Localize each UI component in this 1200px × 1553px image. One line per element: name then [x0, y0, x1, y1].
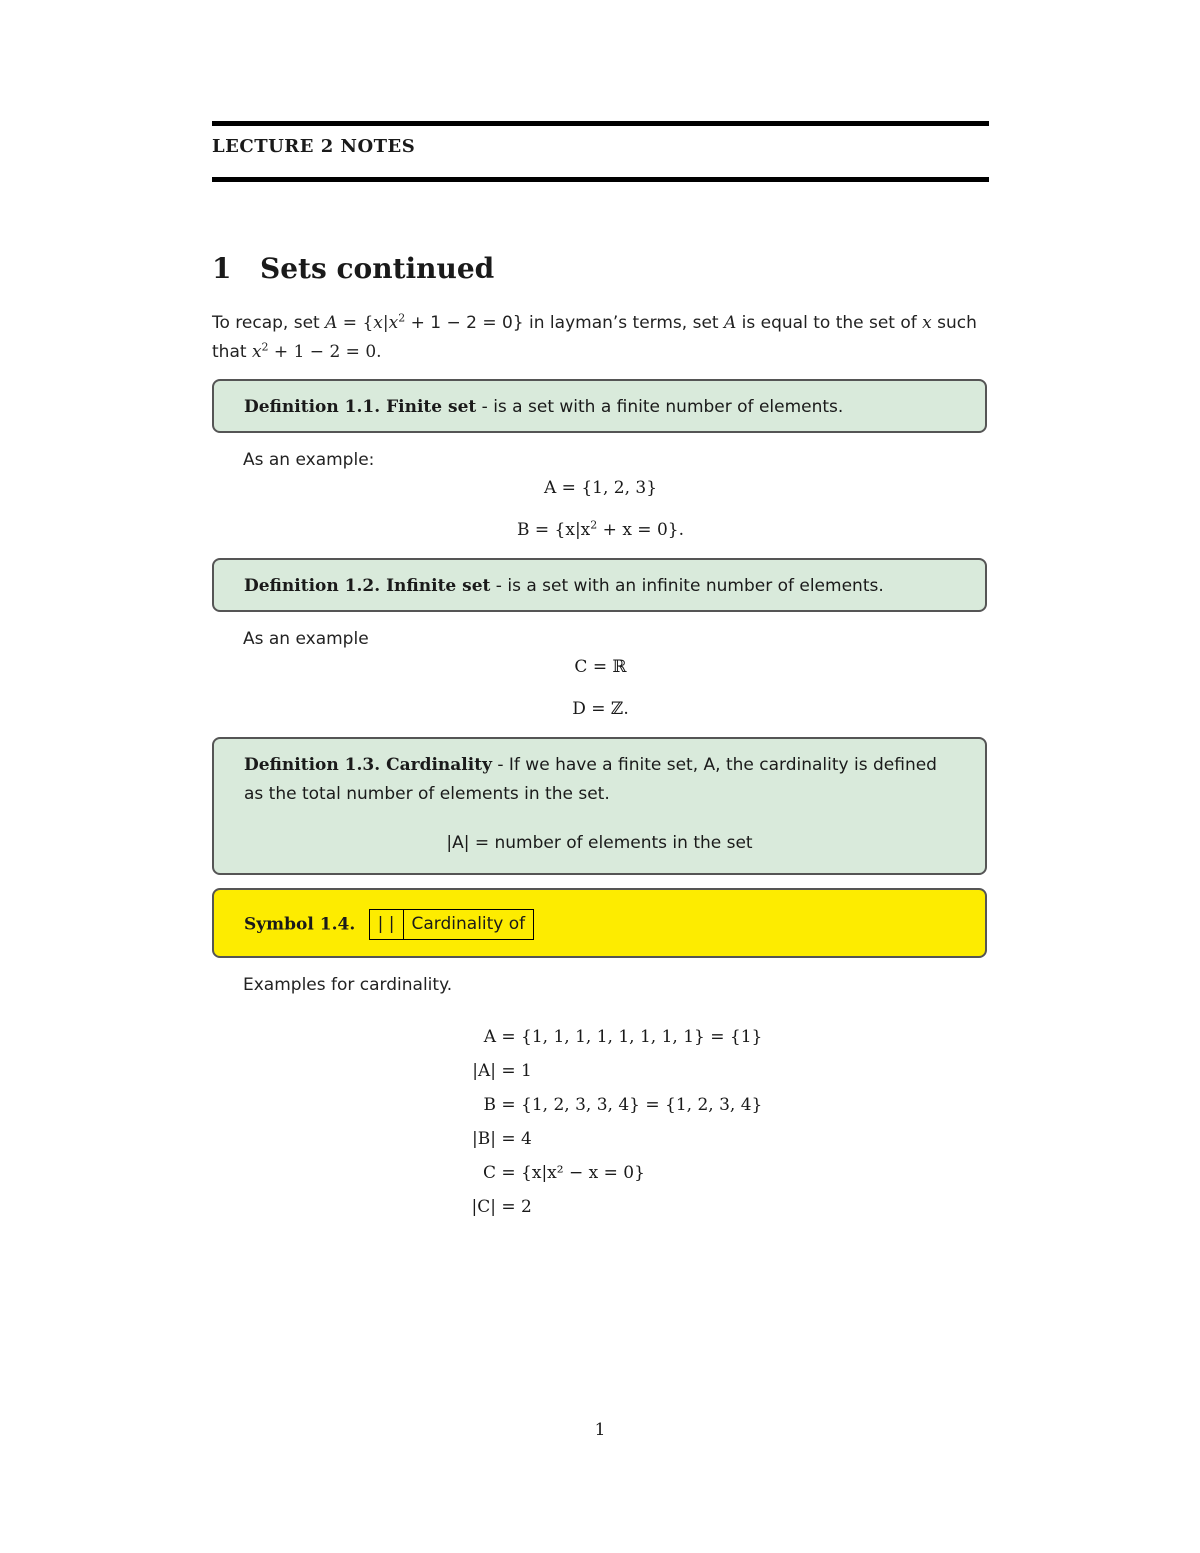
recap-math: A	[723, 313, 737, 333]
page-number: 1	[594, 1420, 606, 1440]
recap-math: x	[373, 313, 383, 333]
example-row	[430, 1197, 532, 1217]
recap-math: |	[382, 313, 389, 333]
example-intro: As an example	[243, 629, 369, 649]
example-intro: As an example:	[243, 450, 375, 470]
row-rhs: = 1	[501, 1061, 532, 1081]
recap-text: such	[931, 313, 977, 333]
row-lhs: |C|	[471, 1197, 496, 1217]
definition-text: - is a set with an infinite number of elements.	[490, 576, 884, 596]
row-rhs: = 2	[501, 1197, 532, 1217]
header-title: LECTURE 2 NOTES	[212, 136, 416, 157]
symbol-glyph: | |	[369, 910, 403, 940]
row-lhs: C	[482, 1163, 496, 1183]
symbol-box	[212, 888, 987, 958]
example-row	[430, 1129, 532, 1149]
example-row	[430, 1163, 645, 1183]
definition-box-cardinality	[212, 737, 987, 875]
recap-text: is equal to the set of	[736, 313, 923, 333]
recap-math: x	[922, 313, 932, 333]
recap-paragraph	[212, 309, 989, 367]
definition-label: Definition 1.2. Infinite set	[244, 576, 491, 596]
row-lhs: B	[483, 1095, 496, 1115]
example-row	[430, 1027, 762, 1047]
symbol-label: Symbol 1.4.	[244, 914, 356, 935]
example-row	[430, 1095, 762, 1115]
row-rhs: = {1, 2, 3, 3, 4} = {1, 2, 3, 4}	[501, 1095, 763, 1115]
row-rhs: = {x|x² − x = 0}	[501, 1163, 645, 1183]
row-lhs: |B|	[472, 1129, 496, 1149]
header-top-rule	[212, 121, 989, 126]
header-bottom-rule	[212, 177, 989, 182]
recap-math: x	[388, 313, 399, 333]
recap-math: + 1 − 2 = 0.	[268, 342, 382, 362]
section-number: 1	[212, 252, 232, 285]
recap-text: + 1 − 2 = 0} in layman’s terms, set	[405, 313, 724, 333]
equation: D = ℤ.	[572, 699, 629, 719]
row-rhs: = 4	[501, 1129, 532, 1149]
definition-box-infinite-set	[212, 558, 987, 612]
cardinality-formula: |A| = number of elements in the set	[446, 833, 753, 853]
symbol-table	[369, 909, 535, 940]
definition-label: Definition 1.3. Cardinality	[244, 755, 492, 775]
definition-text: - If we have a finite set, A, the cardinality is defined as the total number of elements in the set.	[244, 755, 937, 804]
equation	[212, 520, 989, 540]
equation-part: + x = 0}.	[597, 520, 684, 540]
row-rhs: = {1, 1, 1, 1, 1, 1, 1, 1} = {1}	[501, 1027, 763, 1047]
examples-intro: Examples for cardinality.	[243, 975, 453, 995]
recap-math: 2	[398, 311, 406, 325]
example-row	[430, 1061, 532, 1081]
symbol-meaning: Cardinality of	[403, 910, 534, 940]
section-heading	[212, 252, 494, 285]
recap-math: 2	[261, 340, 269, 354]
recap-text: that	[212, 342, 252, 362]
definition-text: - is a set with a finite number of elements.	[476, 397, 844, 417]
equation: A = {1, 2, 3}	[543, 478, 658, 498]
recap-text: To recap, set	[212, 313, 326, 333]
section-title: Sets continued	[260, 252, 495, 285]
definition-box-finite-set	[212, 379, 987, 433]
recap-math: A	[325, 313, 338, 333]
recap-math: = {	[337, 313, 374, 333]
recap-math: x	[251, 342, 262, 362]
definition-label: Definition 1.1. Finite set	[244, 397, 477, 417]
equation-part: 2	[590, 518, 598, 532]
equation-part: B = {x|x	[517, 520, 591, 540]
row-lhs: A	[483, 1027, 496, 1047]
row-lhs: |A|	[472, 1061, 496, 1081]
equation: C = ℝ	[574, 657, 627, 677]
